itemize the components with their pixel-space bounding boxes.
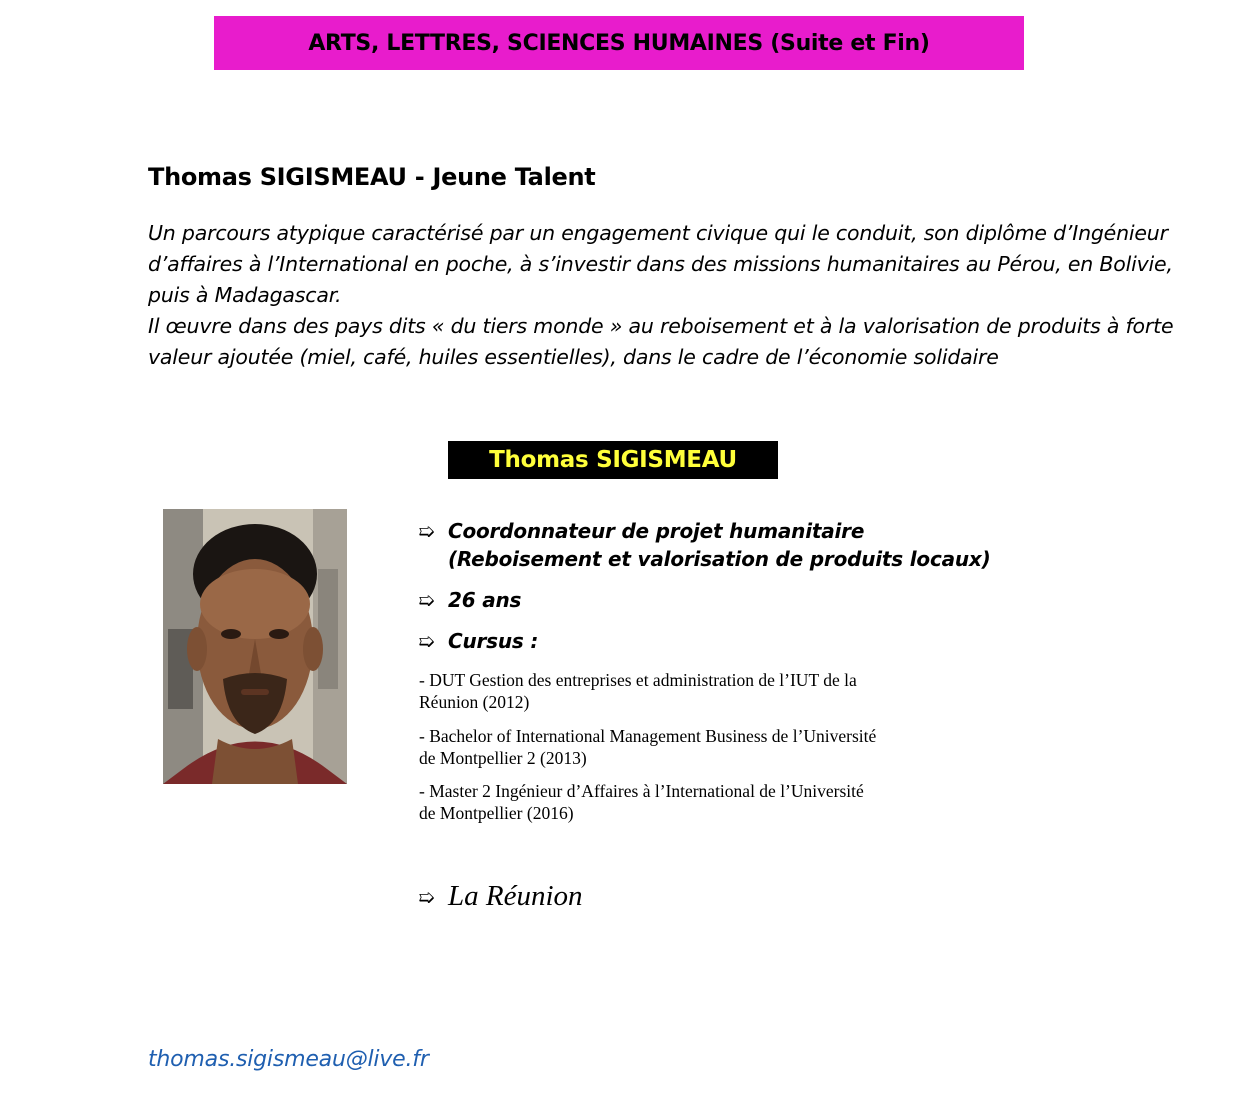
location-bullet [418,880,583,913]
role-title: Coordonnateur de projet humanitaire [448,519,865,543]
arrow-bullet-icon: ➯ [418,629,435,653]
banner-title: ARTS, LETTRES, SCIENCES HUMAINES (Suite et Fin) [308,30,930,56]
arrow-bullet-icon: ➯ [418,884,435,909]
portrait-photo [163,509,347,784]
cursus-item: - Master 2 Ingénieur d’Affaires à l’International de l’Université de Montpellier (2016) [419,781,864,823]
name-label-box [448,441,778,479]
cursus-bullet [418,627,538,655]
page-title: Thomas SIGISMEAU - Jeune Talent [148,163,596,191]
role-bullet [418,517,991,573]
intro-paragraph: Un parcours atypique caractérisé par un engagement civique qui le conduit, son diplôme d’Ingénieur d’affaires à l’International en poche, à s’investir dans des missions humanitaires au Pérou, en Bolivie, puis à Madagascar. [148,221,1173,307]
location-value: La Réunion [448,880,583,912]
person-name: Thomas SIGISMEAU [489,447,737,473]
email-link[interactable]: thomas.sigismeau@live.fr [148,1047,429,1072]
cursus-item: - DUT Gestion des entreprises et administration de l’IUT de la Réunion (2012) [419,670,857,712]
cursus-item: - Bachelor of International Management Business de l’Université de Montpellier 2 (2013) [419,726,877,768]
arrow-bullet-icon: ➯ [418,588,435,612]
cursus-label: Cursus : [448,629,539,653]
intro-text [148,218,1178,373]
role-subtitle: (Reboisement et valorisation de produits locaux) [448,547,991,571]
age-value: 26 ans [448,588,522,612]
section-banner [214,16,1024,70]
arrow-bullet-icon: ➯ [418,519,435,543]
intro-paragraph: Il œuvre dans des pays dits « du tiers monde » au reboisement et à la valorisation de produits à forte valeur ajoutée (miel, café, huiles essentielles), dans le cadre de l’économie solidaire [148,314,1174,369]
age-bullet [418,586,521,614]
